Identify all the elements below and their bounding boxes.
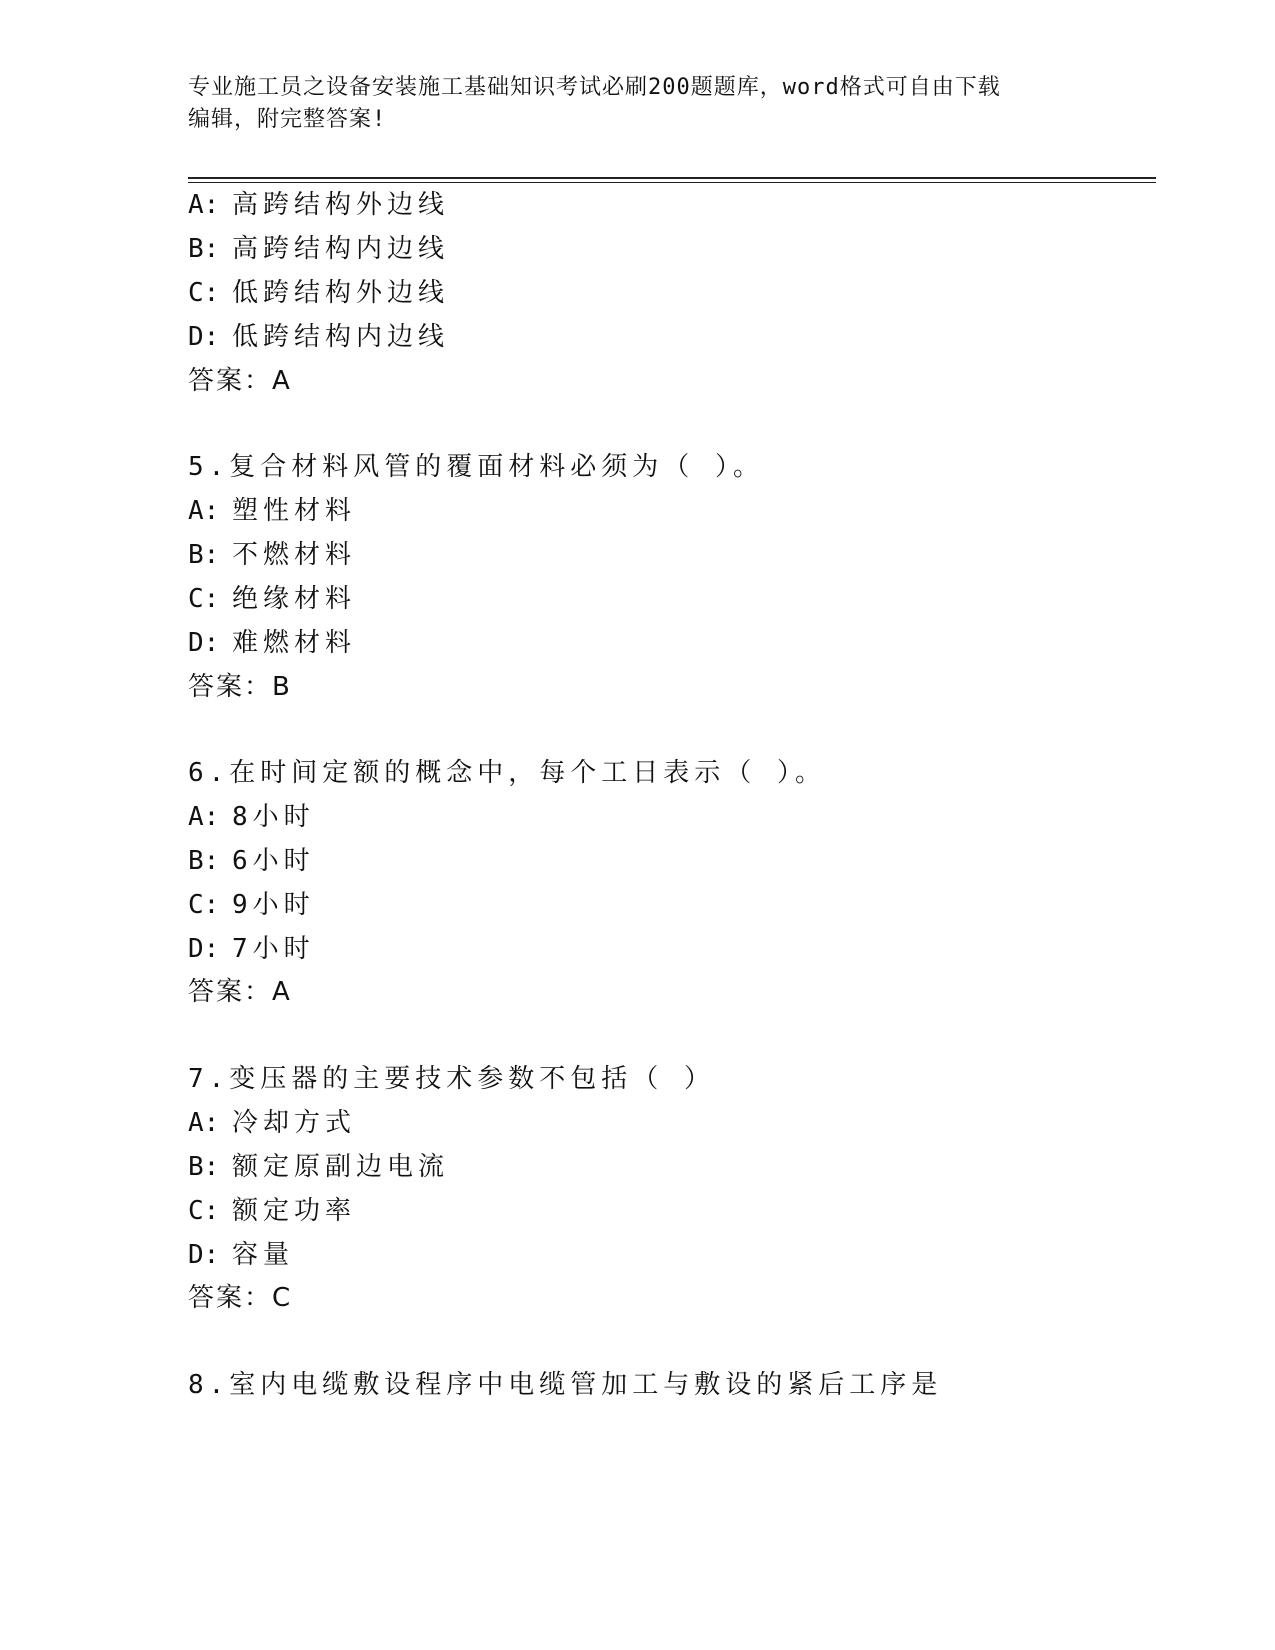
option-row — [188, 494, 356, 528]
option-text: 冷却方式 — [232, 1108, 357, 1138]
option-label: C: — [188, 890, 220, 920]
option-text: 高跨结构内边线 — [232, 234, 450, 264]
option-text: 9小时 — [232, 890, 315, 920]
option-text: 不燃材料 — [232, 540, 357, 570]
option-text: 低跨结构内边线 — [232, 322, 450, 352]
option-label: A: — [188, 1108, 220, 1138]
question-text: 7.变压器的主要技术参数不包括（ ） — [188, 1064, 715, 1094]
question-text: 6.在时间定额的概念中，每个工日表示（ ）。 — [188, 758, 826, 788]
option-row — [188, 1106, 356, 1140]
option-label: D: — [188, 628, 220, 658]
option-row — [188, 844, 315, 878]
option-label: B: — [188, 540, 220, 570]
option-row — [188, 1194, 356, 1228]
option-text: 绝缘材料 — [232, 584, 357, 614]
header-line-2: 编辑，附完整答案! — [188, 107, 387, 132]
option-text: 容量 — [232, 1240, 295, 1270]
option-label: D: — [188, 934, 220, 964]
option-text: 塑性材料 — [232, 496, 357, 526]
option-label: B: — [188, 846, 220, 876]
option-text: 8小时 — [232, 802, 315, 832]
answer-line: 答案：C — [188, 1283, 293, 1313]
option-row — [188, 1238, 294, 1272]
header-line-1: 专业施工员之设备安装施工基础知识考试必刷200题题库，word格式可自由下载 — [188, 75, 1001, 100]
answer-line: 答案：A — [188, 366, 292, 396]
answer-line: 答案：A — [188, 977, 292, 1007]
option-row — [188, 1150, 449, 1184]
option-row — [188, 800, 315, 834]
option-label: D: — [188, 1240, 220, 1270]
option-row — [188, 538, 356, 572]
header-divider-thin — [188, 182, 1156, 183]
option-row — [188, 888, 315, 922]
option-text: 低跨结构外边线 — [232, 278, 450, 308]
option-row — [188, 232, 449, 266]
option-row — [188, 188, 449, 222]
option-row — [188, 582, 356, 616]
option-label: B: — [188, 1152, 220, 1182]
option-text: 额定原副边电流 — [232, 1152, 450, 1182]
option-text: 难燃材料 — [232, 628, 357, 658]
option-text: 高跨结构外边线 — [232, 190, 450, 220]
option-label: D: — [188, 322, 220, 352]
option-label: C: — [188, 584, 220, 614]
option-row — [188, 320, 449, 354]
option-text: 7小时 — [232, 934, 315, 964]
option-label: A: — [188, 190, 220, 220]
option-text: 6小时 — [232, 846, 315, 876]
header-divider-thick — [188, 177, 1156, 179]
option-row — [188, 932, 315, 966]
option-label: B: — [188, 234, 220, 264]
option-row — [188, 626, 356, 660]
option-text: 额定功率 — [232, 1196, 357, 1226]
answer-line: 答案：B — [188, 672, 292, 702]
option-label: A: — [188, 802, 220, 832]
question-text: 5.复合材料风管的覆面材料必须为（ ）。 — [188, 452, 764, 482]
option-label: C: — [188, 278, 220, 308]
document-header — [188, 72, 1088, 136]
option-label: C: — [188, 1196, 220, 1226]
option-row — [188, 276, 449, 310]
option-label: A: — [188, 496, 220, 526]
question-text: 8.室内电缆敷设程序中电缆管加工与敷设的紧后工序是 — [188, 1370, 943, 1400]
